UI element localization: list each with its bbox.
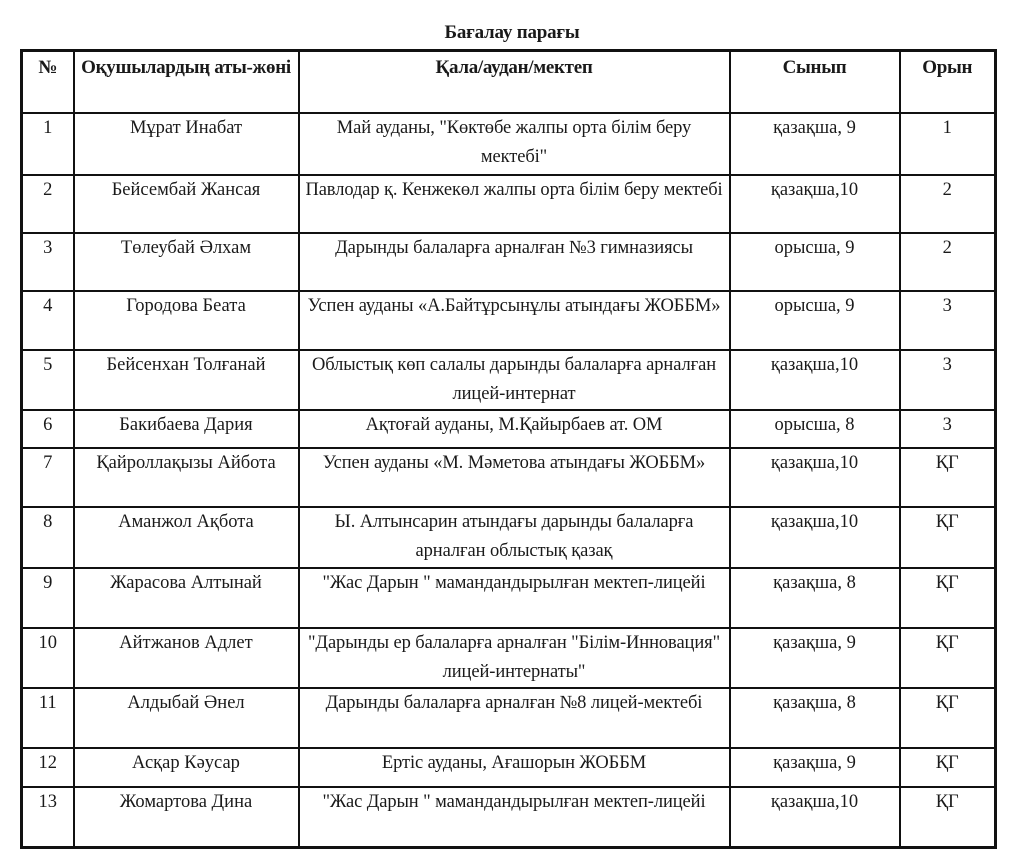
- cell-num: 7: [22, 448, 74, 507]
- cell-class: орысша, 9: [730, 233, 900, 291]
- cell-school: Ы. Алтынсарин атындағы дарынды балаларға арналған облыстық қазақ: [299, 507, 730, 568]
- table-row: [22, 350, 996, 410]
- table-row: [22, 233, 996, 291]
- table-row: [22, 448, 996, 507]
- cell-place: 3: [900, 350, 996, 410]
- cell-num: 11: [22, 688, 74, 748]
- cell-school: Май ауданы, "Көктөбе жалпы орта білім беру мектебі": [299, 113, 730, 175]
- cell-class: қазақша,10: [730, 175, 900, 233]
- cell-name: Төлеубай Әлхам: [74, 233, 299, 291]
- cell-place: 3: [900, 291, 996, 350]
- header-num: №: [22, 51, 74, 113]
- cell-place: 3: [900, 410, 996, 448]
- table-row: [22, 291, 996, 350]
- cell-class: қазақша,10: [730, 350, 900, 410]
- cell-class: қазақша, 8: [730, 568, 900, 628]
- cell-num: 13: [22, 787, 74, 848]
- cell-class: қазақша, 9: [730, 748, 900, 787]
- cell-num: 8: [22, 507, 74, 568]
- cell-name: Айтжанов Адлет: [74, 628, 299, 688]
- cell-name: Жомартова Дина: [74, 787, 299, 848]
- cell-num: 4: [22, 291, 74, 350]
- table-row: [22, 410, 996, 448]
- cell-place: ҚГ: [900, 688, 996, 748]
- cell-name: Жарасова Алтынай: [74, 568, 299, 628]
- cell-school: Павлодар қ. Кенжекөл жалпы орта білім беру мектебі: [299, 175, 730, 233]
- evaluation-table: [20, 49, 997, 849]
- cell-class: орысша, 8: [730, 410, 900, 448]
- cell-school: Облыстық көп салалы дарынды балаларға арналған лицей-интернат: [299, 350, 730, 410]
- table-row: [22, 175, 996, 233]
- cell-num: 6: [22, 410, 74, 448]
- cell-class: қазақша,10: [730, 787, 900, 848]
- cell-school: "Жас Дарын " мамандандырылған мектеп-лицейі: [299, 787, 730, 848]
- cell-name: Асқар Кәусар: [74, 748, 299, 787]
- cell-school: Успен ауданы «М. Мәметова атындағы ЖОББМ»: [299, 448, 730, 507]
- cell-school: Ақтоғай ауданы, М.Қайырбаев ат. ОМ: [299, 410, 730, 448]
- table-row: [22, 507, 996, 568]
- cell-num: 9: [22, 568, 74, 628]
- table-row: [22, 113, 996, 175]
- cell-school: Успен ауданы «А.Байтұрсынұлы атындағы ЖОББМ»: [299, 291, 730, 350]
- cell-place: 2: [900, 175, 996, 233]
- cell-place: ҚГ: [900, 448, 996, 507]
- cell-num: 5: [22, 350, 74, 410]
- cell-class: қазақша,10: [730, 507, 900, 568]
- header-name: Оқушылардың аты-жөні: [74, 51, 299, 113]
- table-row: [22, 568, 996, 628]
- header-class: Сынып: [730, 51, 900, 113]
- cell-class: қазақша, 9: [730, 113, 900, 175]
- cell-place: ҚГ: [900, 748, 996, 787]
- cell-name: Бакибаева Дария: [74, 410, 299, 448]
- cell-place: ҚГ: [900, 507, 996, 568]
- cell-name: Бейсенхан Толғанай: [74, 350, 299, 410]
- header-school: Қала/аудан/мектеп: [299, 51, 730, 113]
- cell-name: Аманжол Ақбота: [74, 507, 299, 568]
- cell-school: Ертіс ауданы, Ағашорын ЖОББМ: [299, 748, 730, 787]
- cell-class: қазақша, 8: [730, 688, 900, 748]
- cell-name: Алдыбай Әнел: [74, 688, 299, 748]
- cell-class: қазақша, 9: [730, 628, 900, 688]
- cell-name: Городова Беата: [74, 291, 299, 350]
- cell-name: Қайроллақызы Айбота: [74, 448, 299, 507]
- cell-place: ҚГ: [900, 628, 996, 688]
- cell-school: "Жас Дарын " мамандандырылған мектеп-лицейі: [299, 568, 730, 628]
- cell-name: Мұрат Инабат: [74, 113, 299, 175]
- cell-school: "Дарынды ер балаларға арналған "Білім-Инновация" лицей-интернаты": [299, 628, 730, 688]
- cell-num: 12: [22, 748, 74, 787]
- cell-num: 3: [22, 233, 74, 291]
- table-body: [22, 113, 996, 848]
- table-row: [22, 688, 996, 748]
- cell-school: Дарынды балаларға арналған №3 гимназиясы: [299, 233, 730, 291]
- cell-num: 2: [22, 175, 74, 233]
- cell-place: 2: [900, 233, 996, 291]
- page-title: Бағалау парағы: [444, 22, 580, 43]
- table-row: [22, 748, 996, 787]
- cell-class: қазақша,10: [730, 448, 900, 507]
- cell-num: 10: [22, 628, 74, 688]
- cell-num: 1: [22, 113, 74, 175]
- table-row: [22, 787, 996, 848]
- cell-class: орысша, 9: [730, 291, 900, 350]
- cell-place: 1: [900, 113, 996, 175]
- cell-place: ҚГ: [900, 787, 996, 848]
- table-row: [22, 628, 996, 688]
- cell-name: Бейсембай Жансая: [74, 175, 299, 233]
- cell-school: Дарынды балаларға арналған №8 лицей-мектебі: [299, 688, 730, 748]
- header-place: Орын: [900, 51, 996, 113]
- cell-place: ҚГ: [900, 568, 996, 628]
- table-header-row: [22, 51, 996, 113]
